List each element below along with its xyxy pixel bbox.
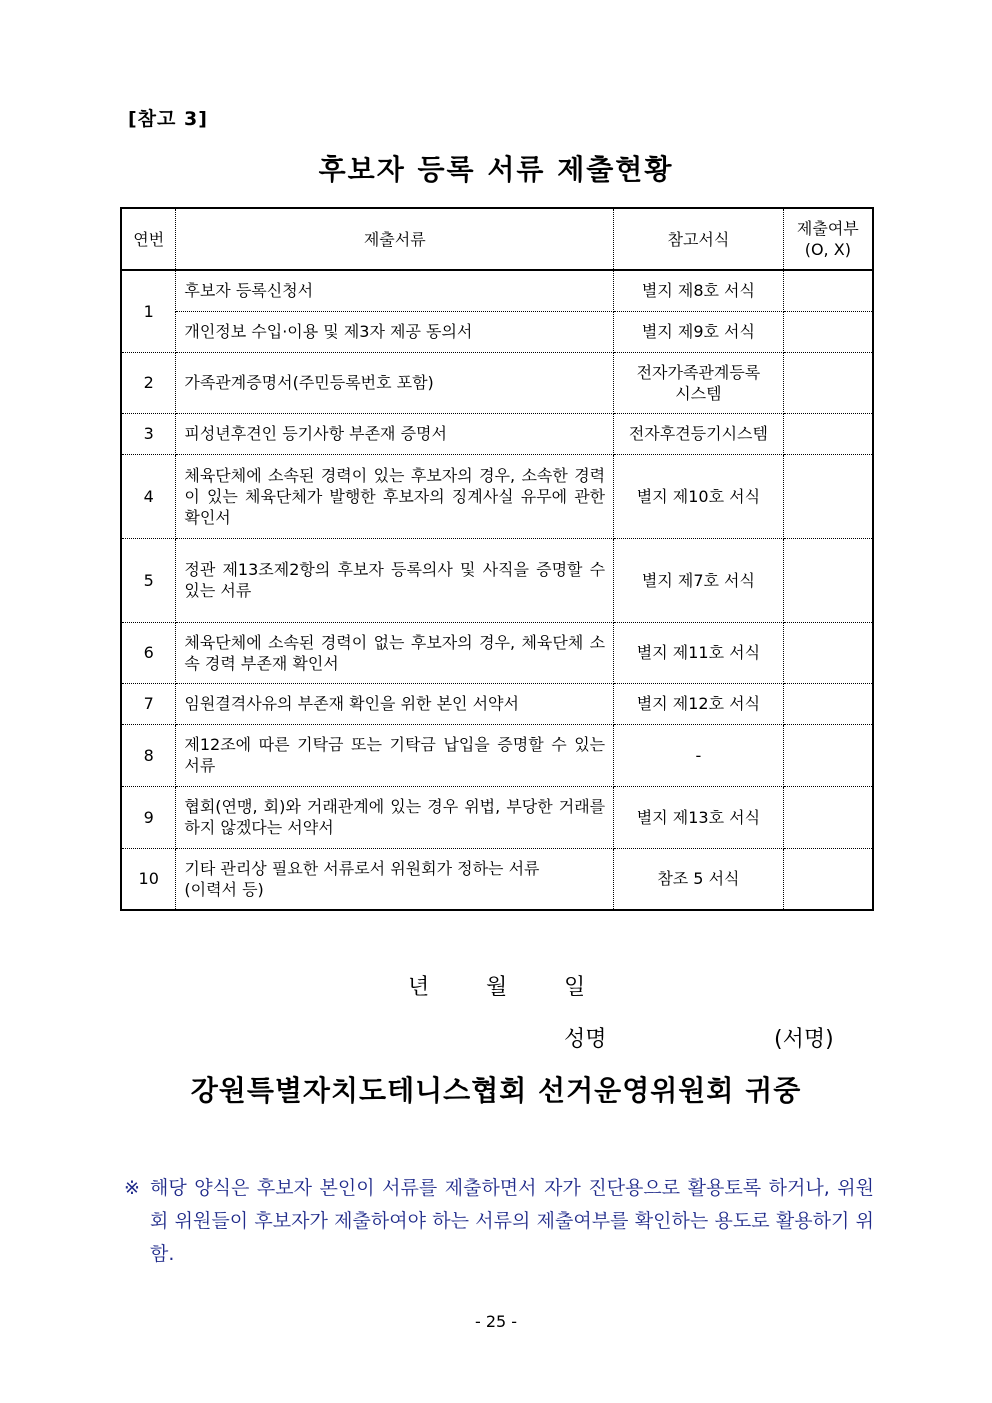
form-cell: - xyxy=(614,724,784,786)
date-day-label: 일 xyxy=(564,975,586,1000)
table-row xyxy=(121,413,873,454)
submission-table xyxy=(120,207,874,911)
submitted-cell[interactable] xyxy=(783,352,873,413)
form-cell: 별지 제10호 서식 xyxy=(614,454,784,538)
table-row xyxy=(121,786,873,848)
document-cell: 협회(연맹, 회)와 거래관계에 있는 경우 위법, 부당한 거래를 하지 않겠다는 서약서 xyxy=(176,786,614,848)
form-cell: 별지 제11호 서식 xyxy=(614,622,784,683)
row-number: 2 xyxy=(121,352,176,413)
row-number: 1 xyxy=(121,270,176,352)
submitted-cell[interactable] xyxy=(783,848,873,910)
form-cell: 전자가족관계등록 시스템 xyxy=(614,352,784,413)
document-cell: 정관 제13조제2항의 후보자 등록의사 및 사직을 증명할 수 있는 서류 xyxy=(176,538,614,622)
page-number: - 25 - xyxy=(474,1312,518,1331)
submitted-cell[interactable] xyxy=(783,413,873,454)
submitted-cell[interactable] xyxy=(783,683,873,724)
table-row xyxy=(121,454,873,538)
row-number: 5 xyxy=(121,538,176,622)
signature-name-label: 성명 xyxy=(564,1027,607,1052)
date-month-label: 월 xyxy=(486,975,508,1000)
table-row xyxy=(121,270,873,311)
note-mark: ※ xyxy=(124,1177,140,1199)
document-cell: 체육단체에 소속된 경력이 없는 후보자의 경우, 체육단체 소속 경력 부존재 확인서 xyxy=(176,622,614,683)
table-row xyxy=(121,724,873,786)
submitted-cell[interactable] xyxy=(783,724,873,786)
table-header-row xyxy=(121,208,873,270)
header-document: 제출서류 xyxy=(176,208,614,270)
signature-sign-label: (서명) xyxy=(774,1027,834,1052)
submitted-cell[interactable] xyxy=(783,538,873,622)
form-cell: 별지 제13호 서식 xyxy=(614,786,784,848)
form-cell: 별지 제8호 서식 xyxy=(614,270,784,311)
header-form: 참고서식 xyxy=(614,208,784,270)
form-cell: 별지 제12호 서식 xyxy=(614,683,784,724)
document-cell: 체육단체에 소속된 경력이 있는 후보자의 경우, 소속한 경력이 있는 체육단체가 발행한 후보자의 징계사실 유무에 관한 확인서 xyxy=(176,454,614,538)
table-row xyxy=(121,352,873,413)
document-cell: 임원결격사유의 부존재 확인을 위한 본인 서약서 xyxy=(176,683,614,724)
document-cell: 개인정보 수입·이용 및 제3자 제공 동의서 xyxy=(176,311,614,352)
document-cell: 가족관계증명서(주민등록번호 포함) xyxy=(176,352,614,413)
row-number: 10 xyxy=(121,848,176,910)
form-cell: 별지 제9호 서식 xyxy=(614,311,784,352)
submitted-cell[interactable] xyxy=(783,786,873,848)
submitted-cell[interactable] xyxy=(783,270,873,311)
submitted-cell[interactable] xyxy=(783,622,873,683)
form-cell: 참조 5 서식 xyxy=(614,848,784,910)
row-number: 3 xyxy=(121,413,176,454)
row-number: 7 xyxy=(121,683,176,724)
note-text: 해당 양식은 후보자 본인이 서류를 제출하면서 자가 진단용으로 활용토록 하거나, 위원회 위원들이 후보자가 제출하여야 하는 서류의 제출여부를 확인하는 용도로 활용하기 위함. xyxy=(150,1177,874,1265)
date-year-label: 년 xyxy=(408,975,430,1000)
document-cell: 피성년후견인 등기사항 부존재 증명서 xyxy=(176,413,614,454)
addressee: 강원특별자치도테니스협회 선거운영위원회 귀중 xyxy=(190,1074,802,1107)
document-cell: 제12조에 따른 기탁금 또는 기탁금 납입을 증명할 수 있는 서류 xyxy=(176,724,614,786)
header-no: 연번 xyxy=(121,208,176,270)
document-title: 후보자 등록 서류 제출현황 xyxy=(318,153,674,186)
submitted-cell[interactable] xyxy=(783,454,873,538)
table-row xyxy=(121,683,873,724)
document-cell: 후보자 등록신청서 xyxy=(176,270,614,311)
document-cell: 기타 관리상 필요한 서류로서 위원회가 정하는 서류 (이력서 등) xyxy=(176,848,614,910)
form-cell: 전자후견등기시스템 xyxy=(614,413,784,454)
row-number: 8 xyxy=(121,724,176,786)
submitted-cell[interactable] xyxy=(783,311,873,352)
header-submitted: 제출여부 (O, X) xyxy=(783,208,873,270)
form-cell: 별지 제7호 서식 xyxy=(614,538,784,622)
reference-label: [참고 3] xyxy=(128,108,208,130)
table-row xyxy=(121,848,873,910)
row-number: 9 xyxy=(121,786,176,848)
table-row xyxy=(121,538,873,622)
row-number: 6 xyxy=(121,622,176,683)
table-row xyxy=(121,311,873,352)
row-number: 4 xyxy=(121,454,176,538)
table-row xyxy=(121,622,873,683)
